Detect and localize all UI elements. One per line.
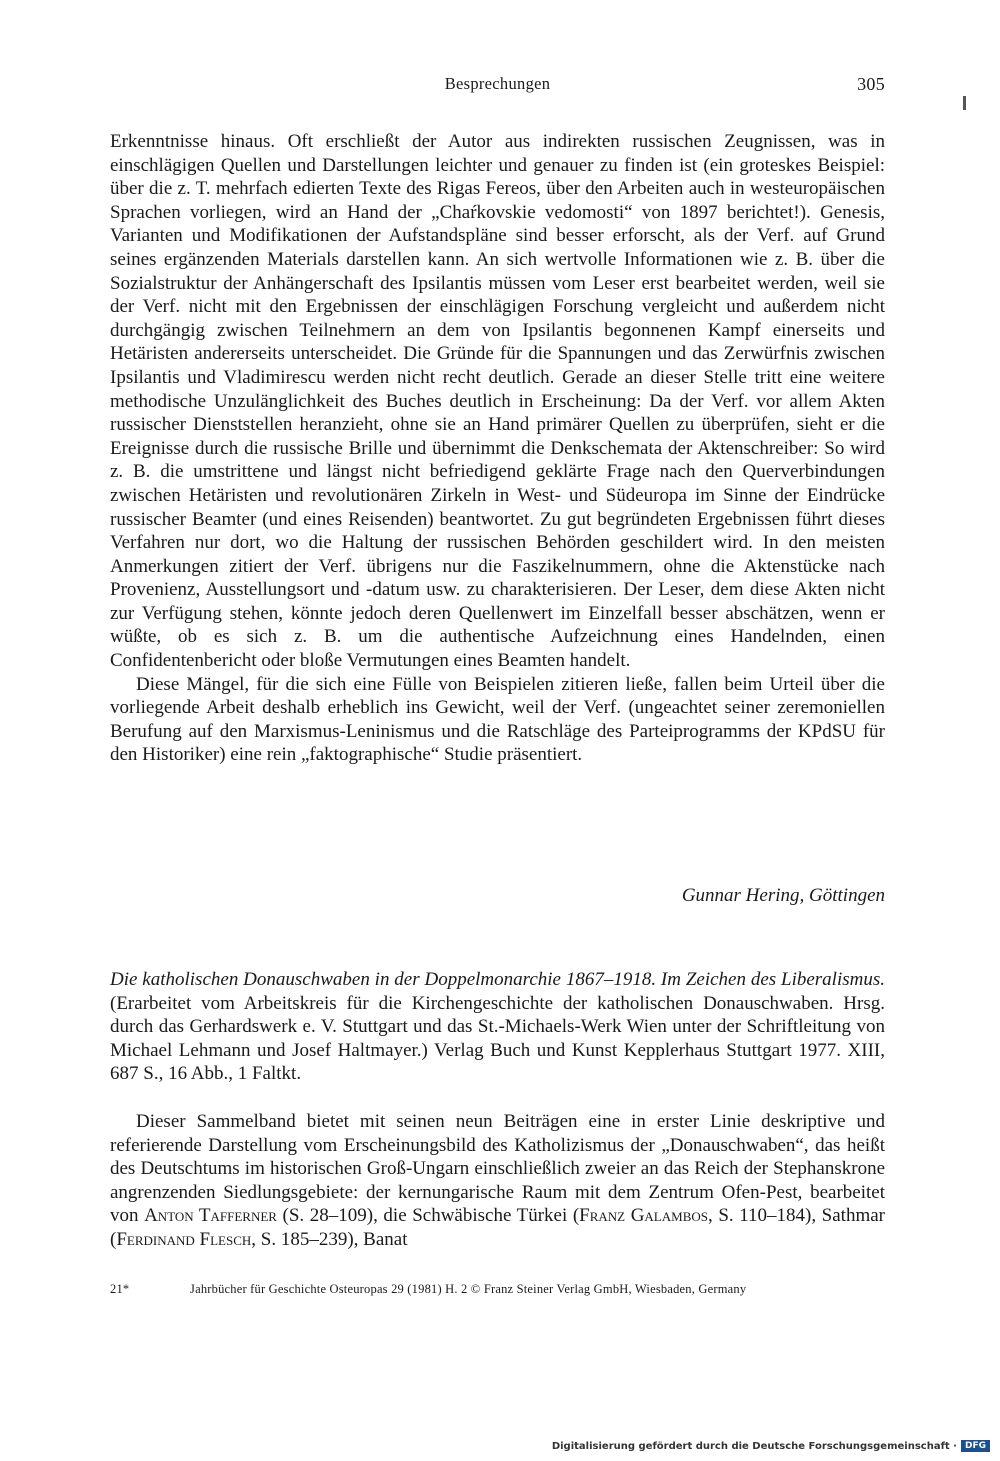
review-2-text-2: (S. 28–109), die Schwäbische Türkei ( <box>276 1205 580 1227</box>
review-2-text-4: , S. 185–239), Banat <box>251 1228 408 1250</box>
author-name: Ferdinand Flesch <box>116 1228 252 1250</box>
dfg-logo: DFG <box>961 1440 990 1452</box>
signature-mark: 21* <box>110 1282 130 1296</box>
review-1-paragraph-2: Diese Mängel, für die sich eine Fülle von Beispielen zitieren ließe, fallen beim Urteil über die vorliegende Arbeit deshalb erheblich ins Gewicht, weil der Verf. (ungeachtet seiner zeremoniellen Berufung auf den Marxismus-Leninismus und die Ratschläge des Parteiprogramms der KPdSU für den Historiker) eine rein „faktographische“ Studie präsentiert. <box>110 673 885 766</box>
review-1-paragraph-1: Erkenntnisse hinaus. Oft erschließt der Autor aus indirekten russischen Zeugnissen, was in einschlägigen Quellen und Darstellungen leichter und genauer zu finden ist (ein groteskes Beispiel: über die z. T. mehrfach edierten Texte des Rigas Fereos, über den Arbeiten auch in westeuropäischen Sprachen vorliegen, wird an Hand der „Chaŕkovskie vedomosti“ von 1897 berichtet!). Genesis, Varianten und Modifikationen der Aufstandspläne sind besser erforscht, als der Verf. auf Grund seines ergänzenden Materials darstellen kann. An sich wertvolle Informationen wie z. B. über die Sozialstruktur der Anhängerschaft des Ipsilantis müssen vom Leser erst bearbeitet werden, weil sie der Verf. nicht mit den Ergebnissen der einschlägigen Forschung vergleicht und außerdem nicht durchgängig zwischen Teilnehmern an dem von Ipsilantis begonnenen Kampf einerseits und Hetäristen andererseits unterscheidet. Die Gründe für die Spannungen und das Zerwürfnis zwischen Ipsilantis und Vladimirescu werden nicht recht deutlich. Gerade an dieser Stelle tritt eine weitere methodische Unzulänglichkeit des Buches deutlich in Erscheinung: Da der Verf. vor allem Akten russischer Dienststellen heranzieht, ohne sie an Hand primärer Quellen zu überprüfen, sieht er die Ereignisse durch die russische Brille und übernimmt die Denkschemata der Aktenschreiber: So wird z. B. die umstrittene und längst nicht befriedigend geklärte Frage nach den Querverbindungen zwischen Hetäristen und revolutionären Zirkeln in West- und Südeuropa im Sinne der Eindrücke russischer Beamter (und eines Reisenden) beantwortet. Zu gut begründeten Ergebnissen führt dieses Verfahren nur dort, wo die Haltung der russischen Behörden geschildert wird. In den meisten Anmerkungen zitiert der Verf. übrigens nur die Faszikelnummern, ohne die Aktenstücke nach Provenienz, Ausstellungsort und -datum usw. zu charakterisieren. Der Leser, dem diese Akten nicht zur Verfügung stehen, könnte jedoch deren Quellenwert im Einzelfall besser abschätzen, wenn er wüßte, ob es sich z. B. um die authentische Aufzeichnung eines Handelnden, einen Confidentenbericht oder bloße Vermutungen eines Beamten handelt. <box>110 131 885 672</box>
review-2-text-1: Dieser Sammelband bietet mit seinen neun Beiträgen eine in erster Linie deskriptive und referierende Darstellung vom Erscheinungsbild des Katholizismus der „Donauschwaben“, das heißt des Deutschtums im historischen Groß-Ungarn einschließlich zweier an das Reich der Stephanskrone angrenzenden Siedlungsgebiete: der kernungarische Raum mit dem Zentrum Ofen-Pest, bearbeitet von <box>110 1111 885 1227</box>
page-number: 305 <box>857 74 885 94</box>
digitization-text: Digitalisierung gefördert durch die Deutsche Forschungsgemeinschaft · <box>551 1440 957 1452</box>
running-head <box>110 74 885 100</box>
review-2-bibliographic-entry <box>110 968 885 1086</box>
author-name: Franz Galambos <box>579 1205 708 1227</box>
review-2-text-3: , S. 110–184), Sathmar ( <box>110 1205 885 1250</box>
book-title: Die katholischen Donauschwaben in der Doppelmonarchie 1867–1918. Im Zeichen des Liberalismus. <box>110 969 885 990</box>
digitization-note <box>552 1440 990 1452</box>
scan-artifact <box>963 96 966 110</box>
author-name: Anton Tafferner <box>144 1205 277 1227</box>
review-continuation <box>110 130 885 767</box>
journal-imprint: Jahrbücher für Geschichte Osteuropas 29 (1981) H. 2 © Franz Steiner Verlag GmbH, Wiesbaden, Germany <box>190 1282 747 1296</box>
running-title: Besprechungen <box>444 74 551 93</box>
review-2-body <box>110 1110 885 1252</box>
reviewer-signature: Gunnar Hering, Göttingen <box>681 885 885 906</box>
book-details: (Erarbeitet vom Arbeitskreis für die Kirchengeschichte der katholischen Donauschwaben. Hrsg. durch das Gerhardswerk e. V. Stuttgart und das St.-Michaels-Werk Wien unter der Schriftleitung von Michael Lehmann und Josef Haltmayer.) Verlag Buch und Kunst Kepplerhaus Stuttgart 1977. XIII, 687 S., 16 Abb., 1 Faltkt. <box>110 992 885 1085</box>
